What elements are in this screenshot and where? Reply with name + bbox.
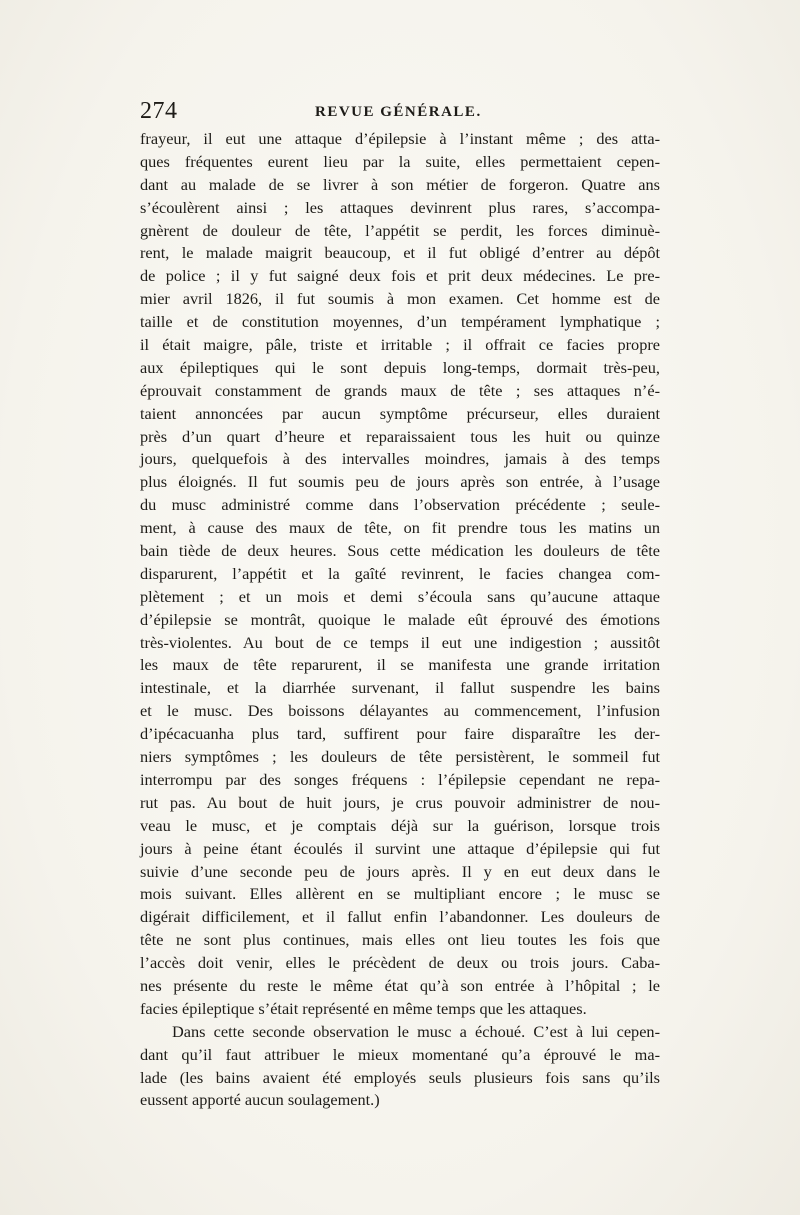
text-line: très-violentes. Au bout de ce temps il eut une indigestion ; aussitôt [140,632,660,652]
running-title: REVUE GÉNÉRALE. [315,104,482,120]
text-line: digérait difficilement, et il fallut enfin l’abandonner. Les douleurs de [140,907,660,927]
text-line: les maux de tête reparurent, il se manifesta une grande irritation [140,655,660,675]
text-line: il était maigre, pâle, triste et irritable ; il offrait ce facies propre [140,335,660,355]
text-line: mois suivant. Elles allèrent en se multipliant encore ; le musc se [140,884,660,904]
text-line: l’accès doit venir, elles le précèdent de deux ou trois jours. Caba- [140,953,660,973]
text-line: ques fréquentes eurent lieu par la suite, elles permettaient cepen- [140,151,660,171]
text-line: intestinale, et la diarrhée survenant, il fallut suspendre les bains [140,678,660,698]
text-line: dant qu’il faut attribuer le mieux momentané qu’a éprouvé le ma- [140,1044,660,1064]
text-line: lade (les bains avaient été employés seuls plusieurs fois sans qu’ils [140,1067,660,1087]
text-line: disparurent, l’appétit et la gaîté revinrent, le facies changea com- [140,563,660,583]
text-line: de police ; il y fut saigné deux fois et prit deux médecines. Le pre- [140,266,660,286]
text-line: jours, quelquefois à des intervalles moindres, jamais à des temps [140,449,660,469]
text-line: frayeur, il eut une attaque d’épilepsie à l’instant même ; des atta- [140,129,660,148]
text-line: d’ipécacuanha plus tard, suffirent pour faire disparaître les der- [140,724,660,744]
text-line: taille et de constitution moyennes, d’un tempérament lymphatique ; [140,312,660,332]
body-text [140,128,660,1112]
text-line: du musc administré comme dans l’observation précédente ; seule- [140,495,660,515]
text-line: bain tiède de deux heures. Sous cette médication les douleurs de tête [140,541,660,561]
text-line: jours à peine étant écoulés il survint une attaque d’épilepsie qui fut [140,838,660,858]
text-line: eussent apporté aucun soulagement.) [140,1090,380,1110]
text-line: veau le musc, et je comptais déjà sur la guérison, lorsque trois [140,815,660,835]
text-line: s’écoulèrent ainsi ; les attaques devinrent plus rares, s’accompa- [140,197,660,217]
text-line: plus éloignés. Il fut soumis peu de jours après son entrée, à l’usage [140,472,660,492]
page-header [140,98,660,128]
text-line: interrompu par des songes fréquens : l’épilepsie cependant ne repa- [140,769,660,789]
text-line: et le musc. Des boissons délayantes au commencement, l’infusion [140,701,660,721]
text-line: taient annoncées par aucun symptôme précurseur, elles duraient [140,403,660,423]
text-line: rent, le malade maigrit beaucoup, et il fut obligé d’entrer au dépôt [140,243,660,263]
page-number: 274 [140,98,178,124]
text-line: aux épileptiques qui le sont depuis long-temps, dormait très-peu, [140,357,660,377]
text-line: dant au malade de se livrer à son métier de forgeron. Quatre ans [140,174,660,194]
text-line: éprouvait constamment de grands maux de tête ; ses attaques n’é- [140,380,660,400]
text-line: ment, à cause des maux de tête, on fit prendre tous les matins un [140,518,660,538]
text-line: mier avril 1826, il fut soumis à mon examen. Cet homme est de [140,289,660,309]
text-line: gnèrent de douleur de tête, l’appétit se perdit, les forces diminuè- [140,220,660,240]
text-line: suivie d’une seconde peu de jours après. Il y en eut deux dans le [140,861,660,881]
text-line: d’épilepsie se montrât, quoique le malade eût éprouvé des émotions [140,609,660,629]
text-line: tête ne sont plus continues, mais elles ont lieu toutes les fois que [140,930,660,950]
text-line: facies épileptique s’était représenté en même temps que les attaques. [140,998,587,1018]
text-line: près d’un quart d’heure et reparaissaient tous les huit ou quinze [140,426,660,446]
text-line: rut pas. Au bout de huit jours, je crus pouvoir administrer de nou- [140,792,660,812]
text-line: plètement ; et un mois et demi s’écoula sans qu’aucune attaque [140,586,660,606]
text-line: niers symptômes ; les douleurs de tête persistèrent, le sommeil fut [140,747,660,767]
text-line: Dans cette seconde observation le musc a échoué. C’est à lui cepen- [172,1021,660,1041]
text-line: nes présente du reste le même état qu’à son entrée à l’hôpital ; le [140,975,660,995]
